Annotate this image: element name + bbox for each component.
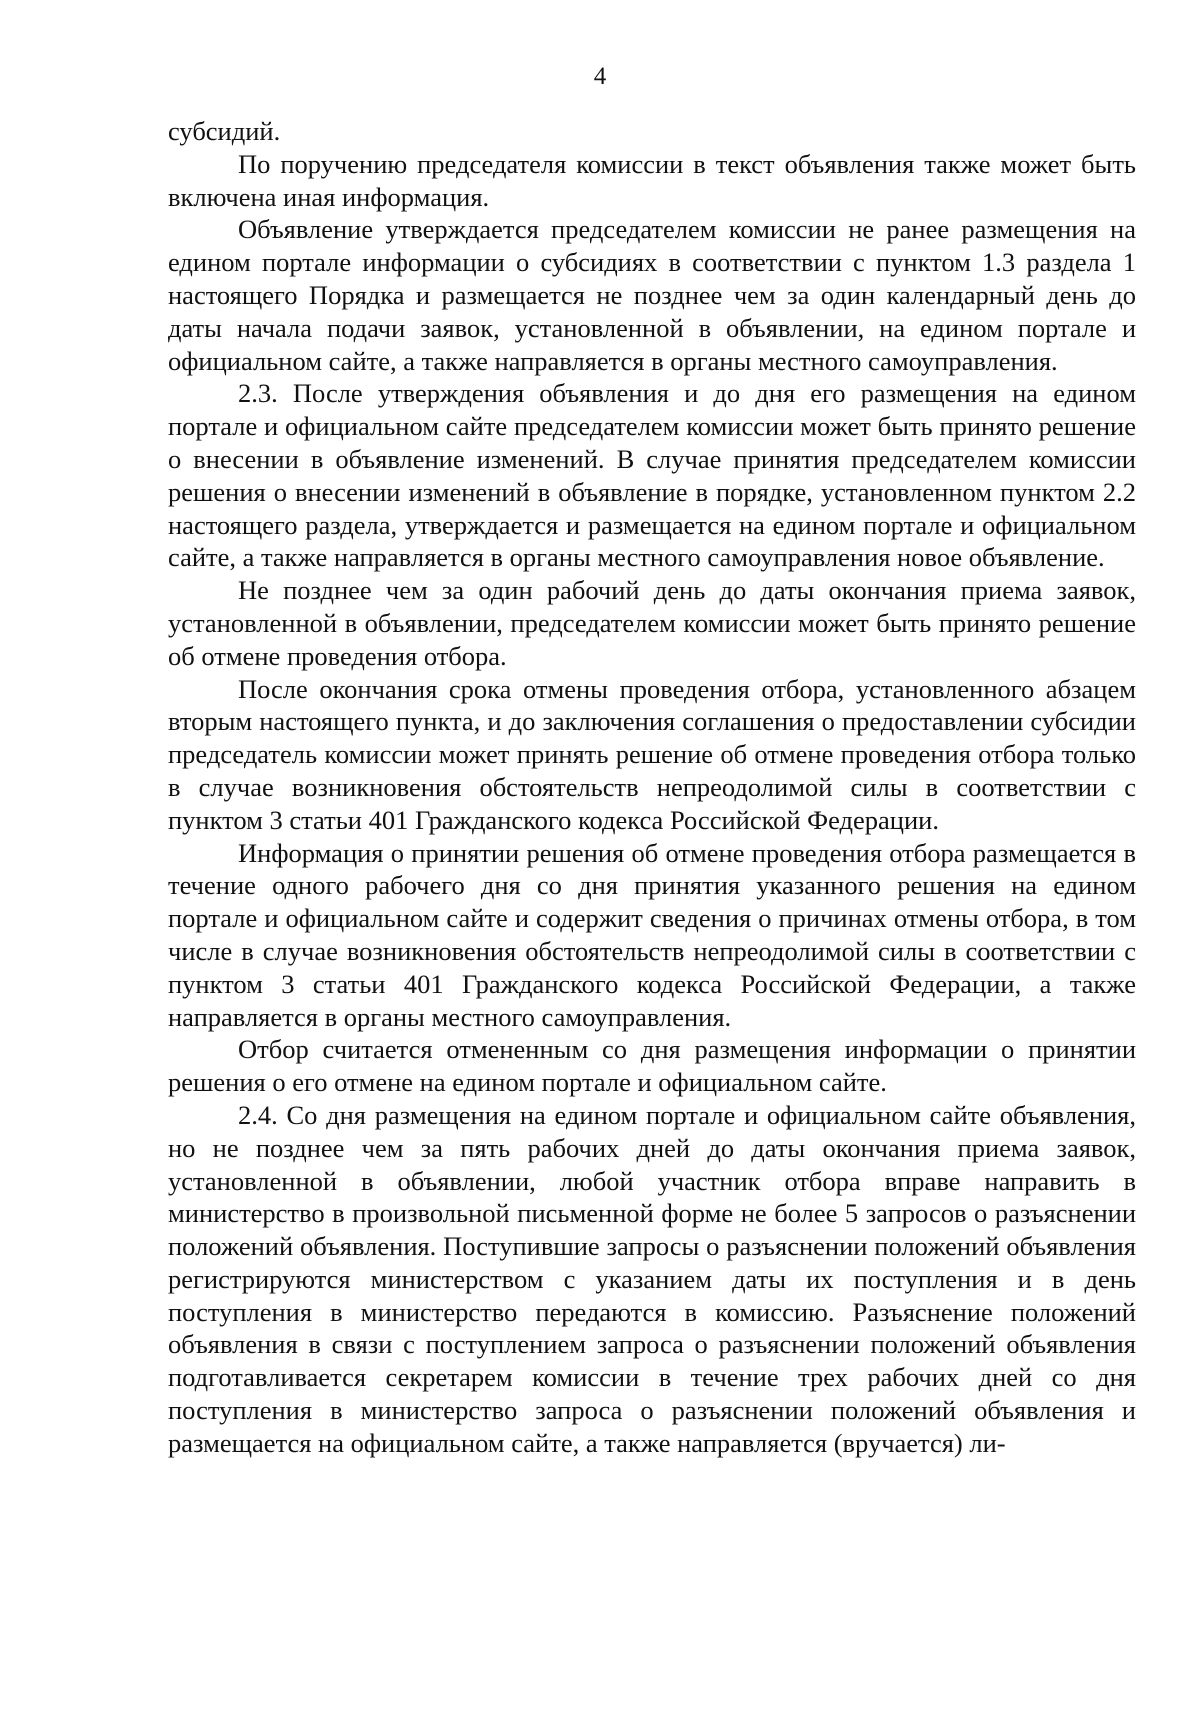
page-number: 4	[593, 63, 607, 90]
paragraph: После окончания срока отмены проведения отбора, установленного абзацем вторым настоящего пункта, и до заключения соглашения о предоставлении субсидии председатель комиссии может принять решение об отмене проведения отбора только в случае возникновения обстоятельств непреодолимой силы в соответствии с пунктом 3 статьи 401 Гражданского кодекса Российской Федерации.	[168, 673, 1136, 835]
paragraph: По поручению председателя комиссии в текст объявления также может быть включена иная информация.	[168, 148, 1136, 212]
paragraph: Информация о принятии решения об отмене проведения отбора размещается в течение одного рабочего дня со дня принятия указанного решения на едином портале и официальном сайте и содержит сведения о причинах отмены отбора, в том числе в случае возникновения обстоятельств непреодолимой силы в соответствии с пунктом 3 статьи 401 Гражданского кодекса Российской Федерации, а также направляется в органы местного самоуправления.	[168, 837, 1136, 1032]
paragraph: Отбор считается отмененным со дня размещения информации о принятии решения о его отмене на едином портале и официальном сайте.	[168, 1034, 1136, 1098]
paragraph: Не позднее чем за один рабочий день до даты окончания приема заявок, установленной в объявлении, председателем комиссии может быть принято решение об отмене проведения отбора.	[168, 575, 1136, 671]
paragraph-continuation: субсидий.	[168, 116, 281, 146]
paragraph-section-2-4: 2.4. Со дня размещения на едином портале и официальном сайте объявления, но не позднее чем за пять рабочих дней до даты окончания приема заявок, установленной в объявлении, любой участник отбора вправе направить в министерство в произвольной письменной форме не более 5 запросов о разъяснении положений объявления. Поступившие запросы о разъяснении положений объявления регистрируются министерством с указанием даты их поступления и в день поступления в министерство передаются в комиссию. Разъяснение положений объявления в связи с поступлением запроса о разъяснении положений объявления подготавливается секретарем комиссии в течение трех рабочих дней со дня поступления в министерство запроса о разъяснении положений объявления и размещается на официальном сайте, а также направляется (вручается) ли-	[168, 1099, 1136, 1458]
paragraph: Объявление утверждается председателем комиссии не ранее размещения на едином портале информации о субсидиях в соответствии с пунктом 1.3 раздела 1 настоящего Порядка и размещается не позднее чем за один календарный день до даты начала подачи заявок, установленной в объявлении, на едином портале и официальном сайте, а также направляется в органы местного самоуправления.	[168, 214, 1136, 376]
document-body	[168, 115, 1136, 1460]
paragraph-section-2-3: 2.3. После утверждения объявления и до дня его размещения на едином портале и официальном сайте председателем комиссии может быть принято решение о внесении в объявление изменений. В случае принятия председателем комиссии решения о внесении изменений в объявление в порядке, установленном пунктом 2.2 настоящего раздела, утверждается и размещается на едином портале и официальном сайте, а также направляется в органы местного самоуправления новое объявление.	[168, 378, 1136, 573]
